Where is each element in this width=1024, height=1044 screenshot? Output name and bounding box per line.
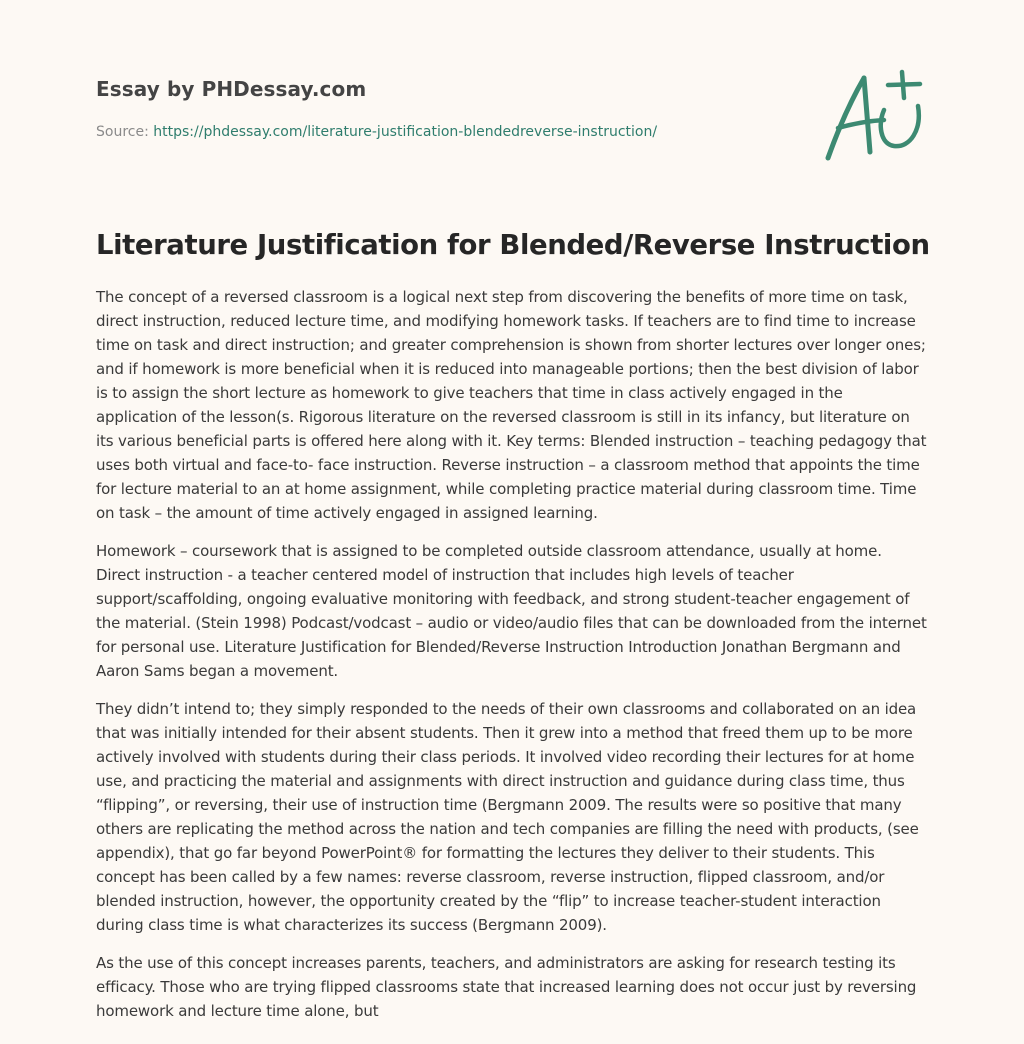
paragraph: Homework – coursework that is assigned to be completed outside classroom attendance, usually at home. Direct instruction - a teacher centered model of instruction that includes high levels of teacher support/scaffolding, ongoing evaluative monitoring with feedback, and strong student-teacher engagement of the material. (Stein 1998) Podcast/vodcast – audio or video/audio files that can be downloaded from the internet for personal use. Literature Justification for Blended/Reverse Instruction Introduction Jonathan Bergmann and Aaron Sams began a movement. (96, 542, 927, 680)
a-plus-grade-icon (824, 68, 928, 164)
source-label: Source: (96, 124, 154, 140)
paragraph: The concept of a reversed classroom is a logical next step from discovering the benefits of more time on task, direct instruction, reduced lecture time, and modifying homework tasks. If teachers are to find time to increase time on task and direct instruction; and greater comprehension is shown from shorter lectures over longer ones; and if homework is more beneficial when it is reduced into manageable portions; then the best division of labor is to assign the short lecture as homework to give teachers that time in class actively engaged in the application of the lesson(s. Rigorous literature on the reversed classroom is still in its infancy, but literature on its various beneficial parts is offered here along with it. Key terms: Blended instruction – teaching pedagogy that uses both virtual and face-to- face instruction. Reverse instruction – a classroom method that appoints the time for lecture material to an at home assignment, while completing practice material during classroom time. Time on task – the amount of time actively engaged in assigned learning. (96, 288, 927, 522)
source-link[interactable]: https://phdessay.com/literature-justification-blendedreverse-instruction/ (153, 124, 658, 140)
paragraph: They didn’t intend to; they simply responded to the needs of their own classrooms and collaborated on an idea that was initially intended for their absent students. Then it grew into a method that freed them up to be more actively involved with students during their class periods. It involved video recording their lectures for at home use, and practicing the material and assignments with direct instruction and guidance during class time, thus “flipping”, or reversing, their use of instruction time (Bergmann 2009. The results were so positive that many others are replicating the method across the nation and tech companies are filling the need with products, (see appendix), that go far beyond PowerPoint® for formatting the lectures they deliver to their students. This concept has been called by a few names: reverse classroom, reverse instruction, flipped classroom, and/or blended instruction, however, the opportunity created by the “flip” to increase teacher-student interaction during class time is what characterizes its success (Bergmann 2009). (96, 700, 919, 934)
source-line (96, 124, 657, 140)
brand-title: Essay by PHDessay.com (96, 77, 367, 101)
page-header (96, 0, 928, 200)
paragraph: As the use of this concept increases parents, teachers, and administrators are asking for research testing its efficacy. Those who are trying flipped classrooms state that increased learning does not occur just by reversing homework and lecture time alone, but (96, 954, 917, 1020)
article-body (96, 285, 928, 1037)
page-title: Literature Justification for Blended/Reverse Instruction (96, 229, 930, 261)
